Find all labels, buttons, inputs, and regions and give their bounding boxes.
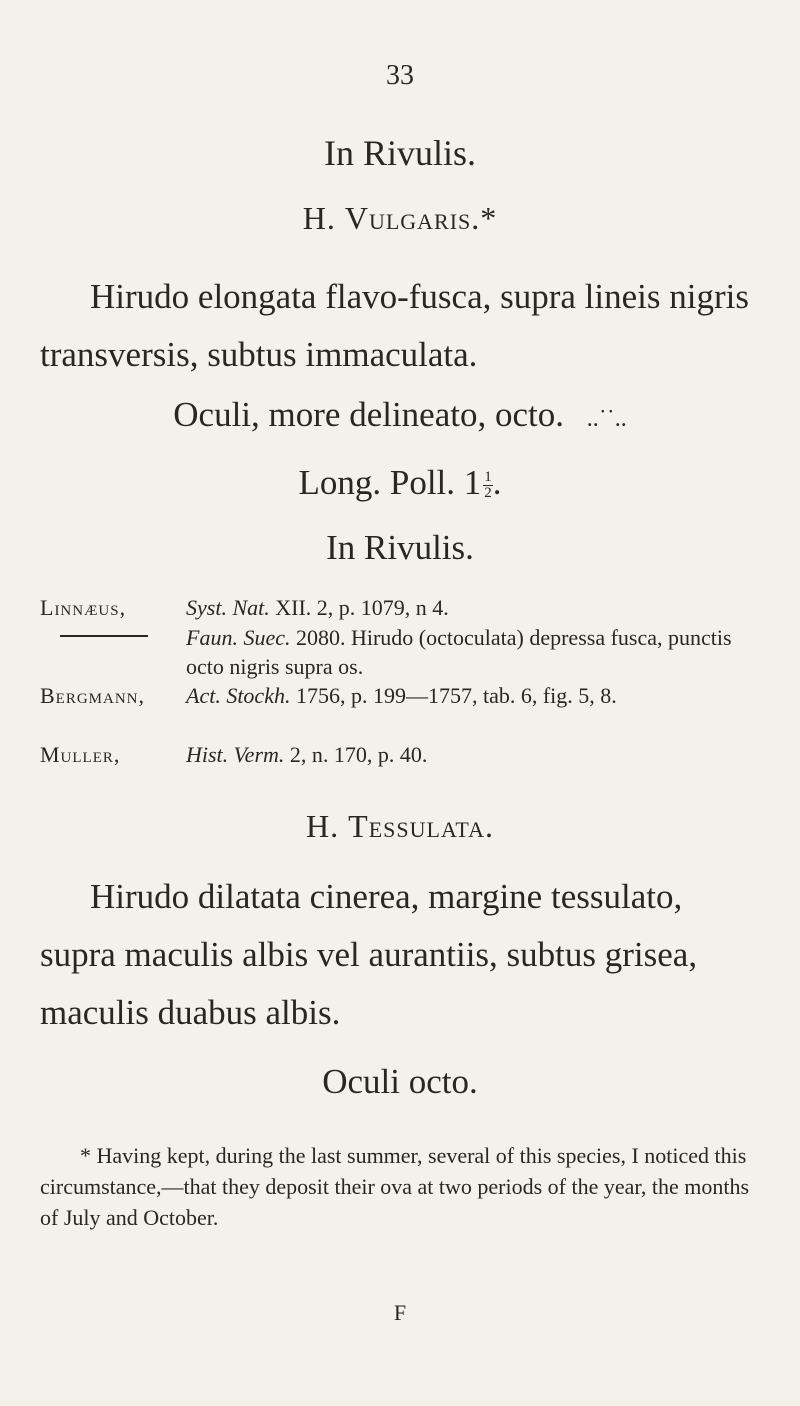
ref-work: Hist. Verm. <box>186 742 285 767</box>
ref-work: Syst. Nat. <box>186 595 270 620</box>
species-genus-abbrev: H. <box>302 200 336 236</box>
ref-text: XII. 2, p. 1079, n 4. <box>269 595 449 620</box>
reference-linnaeus-faun <box>40 623 760 681</box>
reference-linnaeus-syst <box>40 593 760 622</box>
species-description: Hirudo dilatata cinerea, margine tessulato, supra maculis albis vel aurantiis, subtus grisea, maculis duabus albis. <box>40 877 698 1032</box>
ref-author: Linnæus, <box>40 595 127 620</box>
fraction-denominator: 2 <box>484 485 492 502</box>
ref-work: Faun. Suec. <box>186 625 291 650</box>
section-heading: In Rivulis. <box>323 133 476 173</box>
signature-mark: F <box>393 1300 407 1325</box>
eyes-line: Oculi octo. <box>322 1062 478 1101</box>
ref-text: 2080. Hirudo (octoculata) depressa fusca, punctis octo nigris supra os. <box>186 625 732 679</box>
fraction-numerator: 1 <box>484 469 492 486</box>
ref-author: Muller, <box>40 742 121 767</box>
length-end: . <box>492 463 502 502</box>
ref-text: 1756, p. 199—1757, tab. 6, fig. 5, 8. <box>290 683 617 708</box>
eyes-text: Oculi, more delineato, octo. <box>173 395 564 434</box>
species-name: Tessulata. <box>348 808 494 844</box>
species-heading-tessulata <box>0 808 800 845</box>
species-heading-vulgaris <box>0 200 800 237</box>
eyes-diagram: ..˙˙.. <box>586 406 627 432</box>
species-description: Hirudo elongata flavo-fusca, supra lineis nigris transversis, subtus immaculata. <box>40 277 749 374</box>
ref-author: Bergmann, <box>40 683 146 708</box>
eyes-line <box>0 395 800 435</box>
length-line <box>0 463 800 503</box>
species-name: Vulgaris.* <box>344 200 498 236</box>
species-genus-abbrev: H. <box>306 808 340 844</box>
ref-work: Act. Stockh. <box>186 683 291 708</box>
ditto-dash <box>40 619 148 648</box>
reference-bergmann <box>40 681 760 739</box>
footnote: * Having kept, during the last summer, several of this species, I noticed this circumstance,—that they deposit their ova at two periods of the year, the months of July and October. <box>40 1143 750 1230</box>
reference-muller <box>40 740 760 769</box>
habitat: In Rivulis. <box>326 528 474 567</box>
ref-text: 2, n. 170, p. 40. <box>284 742 428 767</box>
length-label: Long. Poll. 1 <box>298 463 482 502</box>
page-number: 33 <box>386 60 414 91</box>
length-fraction <box>483 470 493 501</box>
